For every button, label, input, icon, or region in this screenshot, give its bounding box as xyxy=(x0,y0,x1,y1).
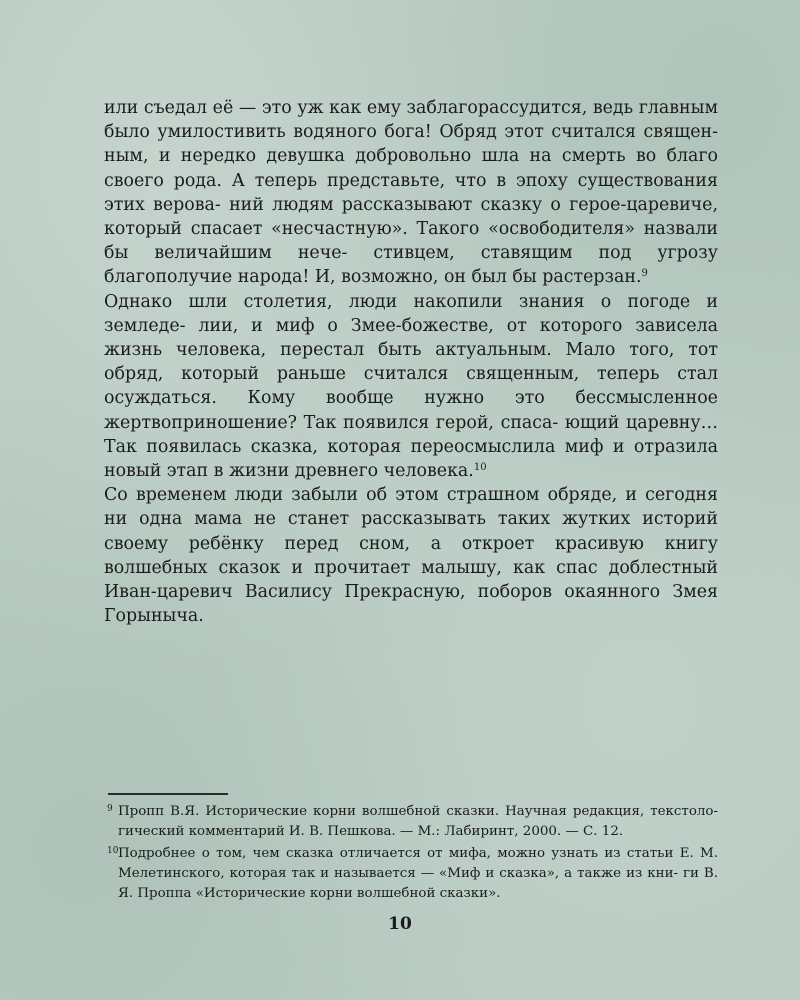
footnote-text: Подробнее о том, чем сказка отличается от мифа, можно узнать из статьи xyxy=(118,846,674,861)
text-line: он был бы растерзан. xyxy=(443,267,642,288)
footnote-divider xyxy=(108,793,228,795)
footnote-number: 10 xyxy=(107,846,119,856)
text-line: «несчастную». Такого «освободителя» назвали бы величайшим нече- xyxy=(104,219,718,264)
footnote-ref-10[interactable]: 10 xyxy=(473,462,487,474)
footnote-text: Е. М. Мелетинского, которая так и называется — «Миф и сказка», а также из кни- xyxy=(118,846,718,881)
text-line: перестал быть актуальным. Мало того, тот обряд, который раньше xyxy=(104,340,718,385)
footnote-9 xyxy=(104,802,718,842)
text-line: ни одна мама не станет рассказывать таких жутких историй своему xyxy=(104,509,718,554)
text-line: или съедал её — это уж как ему заблагорассудится, ведь главным xyxy=(104,98,718,118)
text-line: Со временем люди забыли об этом страшном обряде, и сегодня xyxy=(104,485,718,506)
text-line: и прочитает малышу, как спас доблестный Иван-царевич Василису xyxy=(104,557,718,603)
text-line: Прекрасную, поборов окаянного Змея Горыныча. xyxy=(104,582,718,627)
paragraph-3 xyxy=(104,483,718,628)
paragraph-1 xyxy=(104,96,718,290)
text-line: Однако шли столетия, люди накопили знания о погоде и земледе- xyxy=(104,291,718,336)
footnote-text: гический комментарий И. В. Пешкова. — М.: Лабиринт, 2000. — С. 12. xyxy=(118,824,624,839)
text-line: рода. А теперь представьте, что в эпоху существования этих верова- xyxy=(104,170,718,215)
text-line: стивцем, ставящим под угрозу благополучие народа! И, возможно, xyxy=(104,243,718,288)
footnote-number: 9 xyxy=(107,804,113,814)
text-line: ребёнку перед сном, а откроет красивую книгу волшебных сказок xyxy=(104,533,718,578)
footnote-text: ги В. Я. Проппа «Исторические корни волшебной сказки». xyxy=(118,866,718,901)
text-line: ющий царевну… Так появилась сказка, которая переосмыслила миф xyxy=(104,412,719,457)
text-line: лии, и миф о Змее-божестве, от которого зависела жизнь человека, xyxy=(104,315,719,361)
footnote-10 xyxy=(104,844,718,904)
main-text xyxy=(104,96,718,628)
text-line: ний людям рассказывают сказку о герое-царевиче, который спасает xyxy=(104,194,718,240)
footnotes xyxy=(104,802,718,906)
text-line: считался священным, теперь стал осуждаться. Кому вообще нужно xyxy=(104,364,719,409)
paragraph-2 xyxy=(104,290,718,484)
footnote-text: Пропп В.Я. Исторические корни волшебной сказки. Научная редакция, текстоло- xyxy=(118,804,718,819)
text-line: ным, и нередко девушка добровольно шла на смерть во благо своего xyxy=(104,146,718,191)
text-line: было умилостивить водяного бога! Обряд этот считался священ- xyxy=(104,122,718,143)
text-line: это бессмысленное жертвоприношение? Так появился герой, спаса- xyxy=(104,388,718,433)
page-number: 10 xyxy=(388,914,412,934)
text-line: и отразила новый этап в жизни древнего человека. xyxy=(104,436,718,482)
footnote-ref-9[interactable]: 9 xyxy=(641,268,648,280)
